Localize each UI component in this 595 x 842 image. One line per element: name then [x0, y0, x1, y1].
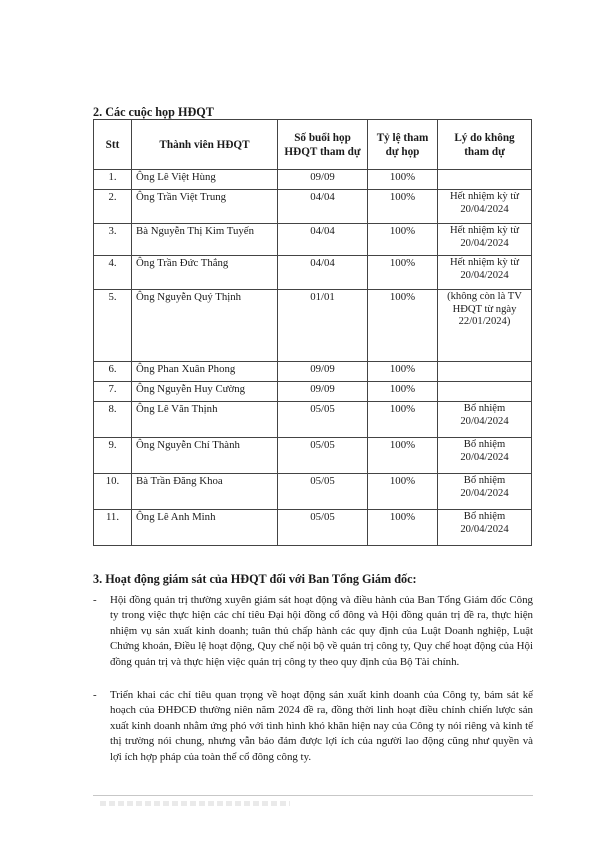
- row-stt: 7.: [94, 382, 132, 402]
- row-absence-reason: Hết nhiệm kỳ từ 20/04/2024: [438, 190, 532, 224]
- paragraph-text: Hội đồng quản trị thường xuyên giám sát hoạt động và điều hành của Ban Tổng Giám đốc Công ty trong việc thực hiện các chỉ tiêu Đại hội đồng cổ đông và Hội đồng quản trị đề ra, thực hiện nhiệm vụ sản xuất kinh doanh; tuân thủ chấp hành các quy định của Luật Doanh nghiệp, Luật Chứng khoán, Điều lệ hoạt động, Quy chế nội bộ về quản trị công ty, Quy chế hoạt động của Hội đồng quản trị và thực hiện việc quản trị công ty theo quy định của Bộ Tài chính.: [110, 594, 533, 668]
- row-attendance-rate: 100%: [368, 256, 438, 290]
- header-reason: Lý do không tham dự: [438, 120, 532, 170]
- table-row: [94, 224, 532, 256]
- row-absence-reason: [438, 362, 532, 382]
- row-member-name: Ông Phan Xuân Phong: [132, 362, 278, 382]
- row-stt: 6.: [94, 362, 132, 382]
- table-row: [94, 474, 532, 510]
- row-stt: 10.: [94, 474, 132, 510]
- row-member-name: Ông Lê Anh Minh: [132, 510, 278, 546]
- row-attendance-rate: 100%: [368, 170, 438, 190]
- section-3-title: 3. Hoạt động giám sát của HĐQT đối với Ban Tổng Giám đốc:: [93, 572, 417, 586]
- table-row: [94, 170, 532, 190]
- paragraph-text: Triển khai các chỉ tiêu quan trọng về hoạt động sản xuất kinh doanh của Công ty, bám sát kế hoạch của ĐHĐCĐ thường niên năm 2024 đề ra, đồng thời linh hoạt điều chỉnh chiến lược sản xuất kinh doanh nhằm ứng phó với tình hình khó khăn hiện nay của Công ty nói riêng và kinh tế thị trường nói chung, nhưng vẫn bảo đảm được lợi ích của người lao động cũng như quyền và lợi ích hợp pháp của toàn thể cổ đông công ty.: [110, 689, 533, 763]
- row-meetings-attended: 05/05: [278, 510, 368, 546]
- row-member-name: Ông Trần Đức Thắng: [132, 256, 278, 290]
- bullet-dash: -: [93, 689, 97, 701]
- row-attendance-rate: 100%: [368, 474, 438, 510]
- row-stt: 2.: [94, 190, 132, 224]
- table-row: [94, 510, 532, 546]
- row-attendance-rate: 100%: [368, 382, 438, 402]
- table-row: [94, 382, 532, 402]
- row-absence-reason: [438, 382, 532, 402]
- bullet-dash: -: [93, 594, 97, 606]
- header-meetings: Số buổi họp HĐQT tham dự: [278, 120, 368, 170]
- table-row: [94, 402, 532, 438]
- row-attendance-rate: 100%: [368, 438, 438, 474]
- footer-faded-text: [100, 801, 290, 806]
- footer-divider: [93, 795, 533, 796]
- row-member-name: Ông Nguyễn Huy Cường: [132, 382, 278, 402]
- header-member: Thành viên HĐQT: [132, 120, 278, 170]
- table-header-row: [94, 120, 532, 170]
- row-meetings-attended: 04/04: [278, 224, 368, 256]
- row-attendance-rate: 100%: [368, 190, 438, 224]
- row-absence-reason: Hết nhiệm kỳ từ 20/04/2024: [438, 256, 532, 290]
- table-row: [94, 256, 532, 290]
- row-absence-reason: (không còn là TV HĐQT từ ngày 22/01/2024): [438, 290, 532, 362]
- row-meetings-attended: 04/04: [278, 256, 368, 290]
- row-absence-reason: Bổ nhiệm 20/04/2024: [438, 438, 532, 474]
- row-stt: 8.: [94, 402, 132, 438]
- table-row: [94, 290, 532, 362]
- row-absence-reason: [438, 170, 532, 190]
- row-stt: 11.: [94, 510, 132, 546]
- row-attendance-rate: 100%: [368, 510, 438, 546]
- row-attendance-rate: 100%: [368, 224, 438, 256]
- row-member-name: Ông Lê Văn Thịnh: [132, 402, 278, 438]
- row-meetings-attended: 09/09: [278, 382, 368, 402]
- table-row: [94, 190, 532, 224]
- row-member-name: Ông Nguyễn Chí Thành: [132, 438, 278, 474]
- row-meetings-attended: 05/05: [278, 474, 368, 510]
- row-meetings-attended: 05/05: [278, 402, 368, 438]
- row-stt: 5.: [94, 290, 132, 362]
- row-member-name: Ông Lê Việt Hùng: [132, 170, 278, 190]
- row-member-name: Bà Nguyễn Thị Kim Tuyến: [132, 224, 278, 256]
- board-meetings-table: [93, 119, 532, 546]
- row-attendance-rate: 100%: [368, 402, 438, 438]
- header-rate: Tỷ lệ tham dự họp: [368, 120, 438, 170]
- row-stt: 1.: [94, 170, 132, 190]
- row-absence-reason: Bổ nhiệm 20/04/2024: [438, 402, 532, 438]
- table-row: [94, 438, 532, 474]
- row-absence-reason: Bổ nhiệm 20/04/2024: [438, 474, 532, 510]
- row-member-name: Ông Trần Việt Trung: [132, 190, 278, 224]
- row-meetings-attended: 01/01: [278, 290, 368, 362]
- row-member-name: Ông Nguyễn Quý Thịnh: [132, 290, 278, 362]
- row-stt: 3.: [94, 224, 132, 256]
- row-attendance-rate: 100%: [368, 290, 438, 362]
- row-meetings-attended: 05/05: [278, 438, 368, 474]
- row-meetings-attended: 09/09: [278, 362, 368, 382]
- row-member-name: Bà Trần Đăng Khoa: [132, 474, 278, 510]
- row-meetings-attended: 04/04: [278, 190, 368, 224]
- row-attendance-rate: 100%: [368, 362, 438, 382]
- row-absence-reason: Bổ nhiệm 20/04/2024: [438, 510, 532, 546]
- row-stt: 9.: [94, 438, 132, 474]
- paragraph-implementation: [93, 688, 533, 765]
- paragraph-supervision: [93, 593, 533, 670]
- header-stt: Stt: [94, 120, 132, 170]
- row-meetings-attended: 09/09: [278, 170, 368, 190]
- table-row: [94, 362, 532, 382]
- row-absence-reason: Hết nhiệm kỳ từ 20/04/2024: [438, 224, 532, 256]
- row-stt: 4.: [94, 256, 132, 290]
- section-2-title: 2. Các cuộc họp HĐQT: [93, 105, 214, 119]
